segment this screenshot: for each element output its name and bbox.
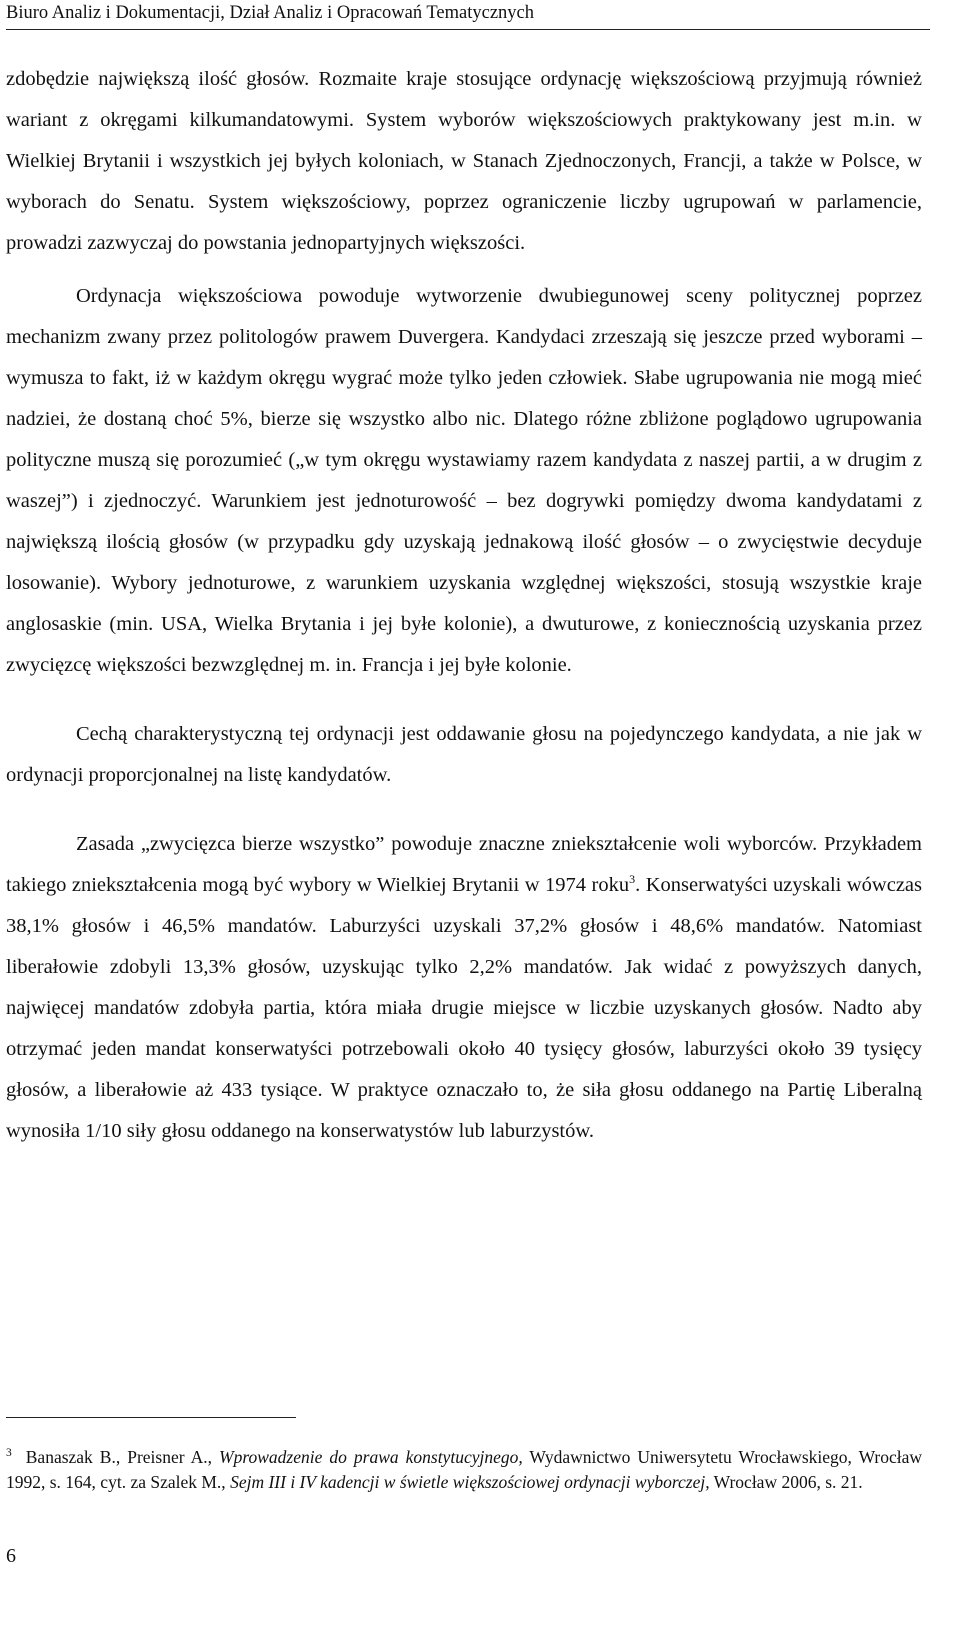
footnote-number: 3 xyxy=(6,1447,12,1459)
main-text xyxy=(6,59,922,1152)
footnote-end: Wrocław 2006, s. 21. xyxy=(713,1472,863,1492)
footnote-reference[interactable]: 3 xyxy=(629,872,636,886)
page-number: 6 xyxy=(6,1545,16,1567)
paragraph-4 xyxy=(6,824,922,1152)
footnote-title-1: Wprowadzenie do prawa konstytucyjnego, xyxy=(219,1447,523,1467)
paragraph-3: Cechą charakterystyczną tej ordynacji jest oddawanie głosu na pojedynczego kandydata, a nie jak w ordynacji proporcjonalnej na listę kandydatów. xyxy=(6,723,922,786)
running-header: Biuro Analiz i Dokumentacji, Dział Analiz i Opracowań Tematycznych xyxy=(6,3,535,23)
footnote-title-2: Sejm III i IV kadencji w świetle większościowej ordynacji wyborczej, xyxy=(230,1472,710,1492)
paragraph-2: Ordynacja większościowa powoduje wytworzenie dwubiegunowej sceny politycznej poprzez mechanizm zwany przez politologów prawem Duvergera. Kandydaci zrzeszają się jeszcze przed wyborami – wymusza to fakt, iż w każdym okręgu wygrać może tylko jeden człowiek. Słabe ugrupowania nie mogą mieć nadziei, że dostaną choć 5%, bierze się wszystko albo nic. Dlatego różne zbliżone poglądowo ugrupowania polityczne muszą się porozumieć („w tym okręgu wystawiamy razem kandydata z naszej partii, a w drugim z waszej”) i zjednoczyć. Warunkiem jest jednoturowość – bez dogrywki pomiędzy dwoma kandydatami z największą ilością głosów (w przypadku gdy uzyskają jednakową ilość głosów – o zwycięstwie decyduje losowanie). Wybory jednoturowe, z warunkiem uzyskania względnej większości, stosują wszystkie kraje anglosaskie (min. USA, Wielka Brytania i jej byłe kolonie), a dwuturowe, z koniecznością uzyskania przez zwycięzcę większości bezwzględnej m. in. Francja i jej byłe kolonie. xyxy=(6,285,922,676)
paragraph-4-end: . Konserwatyści uzyskali wówczas 38,1% głosów i 46,5% mandatów. Laburzyści uzyskali 37,2% głosów i 48,6% mandatów. Natomiast liberałowie zdobyli 13,3% głosów, uzyskując tylko 2,2% mandatów. Jak widać z powyższych danych, najwięcej mandatów zdobyła partia, która miała drugie miejsce w liczbie uzyskanych głosów. Nadto aby otrzymać jeden mandat konserwatyści potrzebowali około 40 tysięcy głosów, laburzyści około 39 tysięcy głosów, a liberałowie aż 433 tysiące. W praktyce oznaczało to, że siła głosu oddanego na Partię Liberalną wynosiła 1/10 siły głosu oddanego na konserwatystów lub laburzystów. xyxy=(6,874,923,1142)
footnote-publisher: Wydawnictwo Uniwersytetu Wrocławskiego, Wrocław 1992, s. 164, cyt. za Szalek M., xyxy=(6,1447,923,1492)
paragraph-1: zdobędzie największą ilość głosów. Rozmaite kraje stosujące ordynację większościową przyjmują również wariant z okręgami kilkumandatowymi. System wyborów większościowych praktykowany jest m.in. w Wielkiej Brytanii i wszystkich jej byłych koloniach, w Stanach Zjednoczonych, Francji, a także w Polsce, w wyborach do Senatu. System większościowy, poprzez ograniczenie liczby ugrupowań w parlamencie, prowadzi zazwyczaj do powstania jednopartyjnych większości. xyxy=(6,68,922,254)
footnote xyxy=(6,1445,922,1495)
paragraph-4-start: Zasada „zwycięzca bierze wszystko” powoduje znaczne zniekształcenie woli wyborców. Przykładem takiego zniekształcenia mogą być wybory w Wielkiej Brytanii w 1974 roku xyxy=(6,833,922,896)
footnote-author: Banaszak B., Preisner A., xyxy=(25,1447,212,1467)
footnote-divider xyxy=(6,1417,296,1418)
header-divider xyxy=(6,29,930,30)
